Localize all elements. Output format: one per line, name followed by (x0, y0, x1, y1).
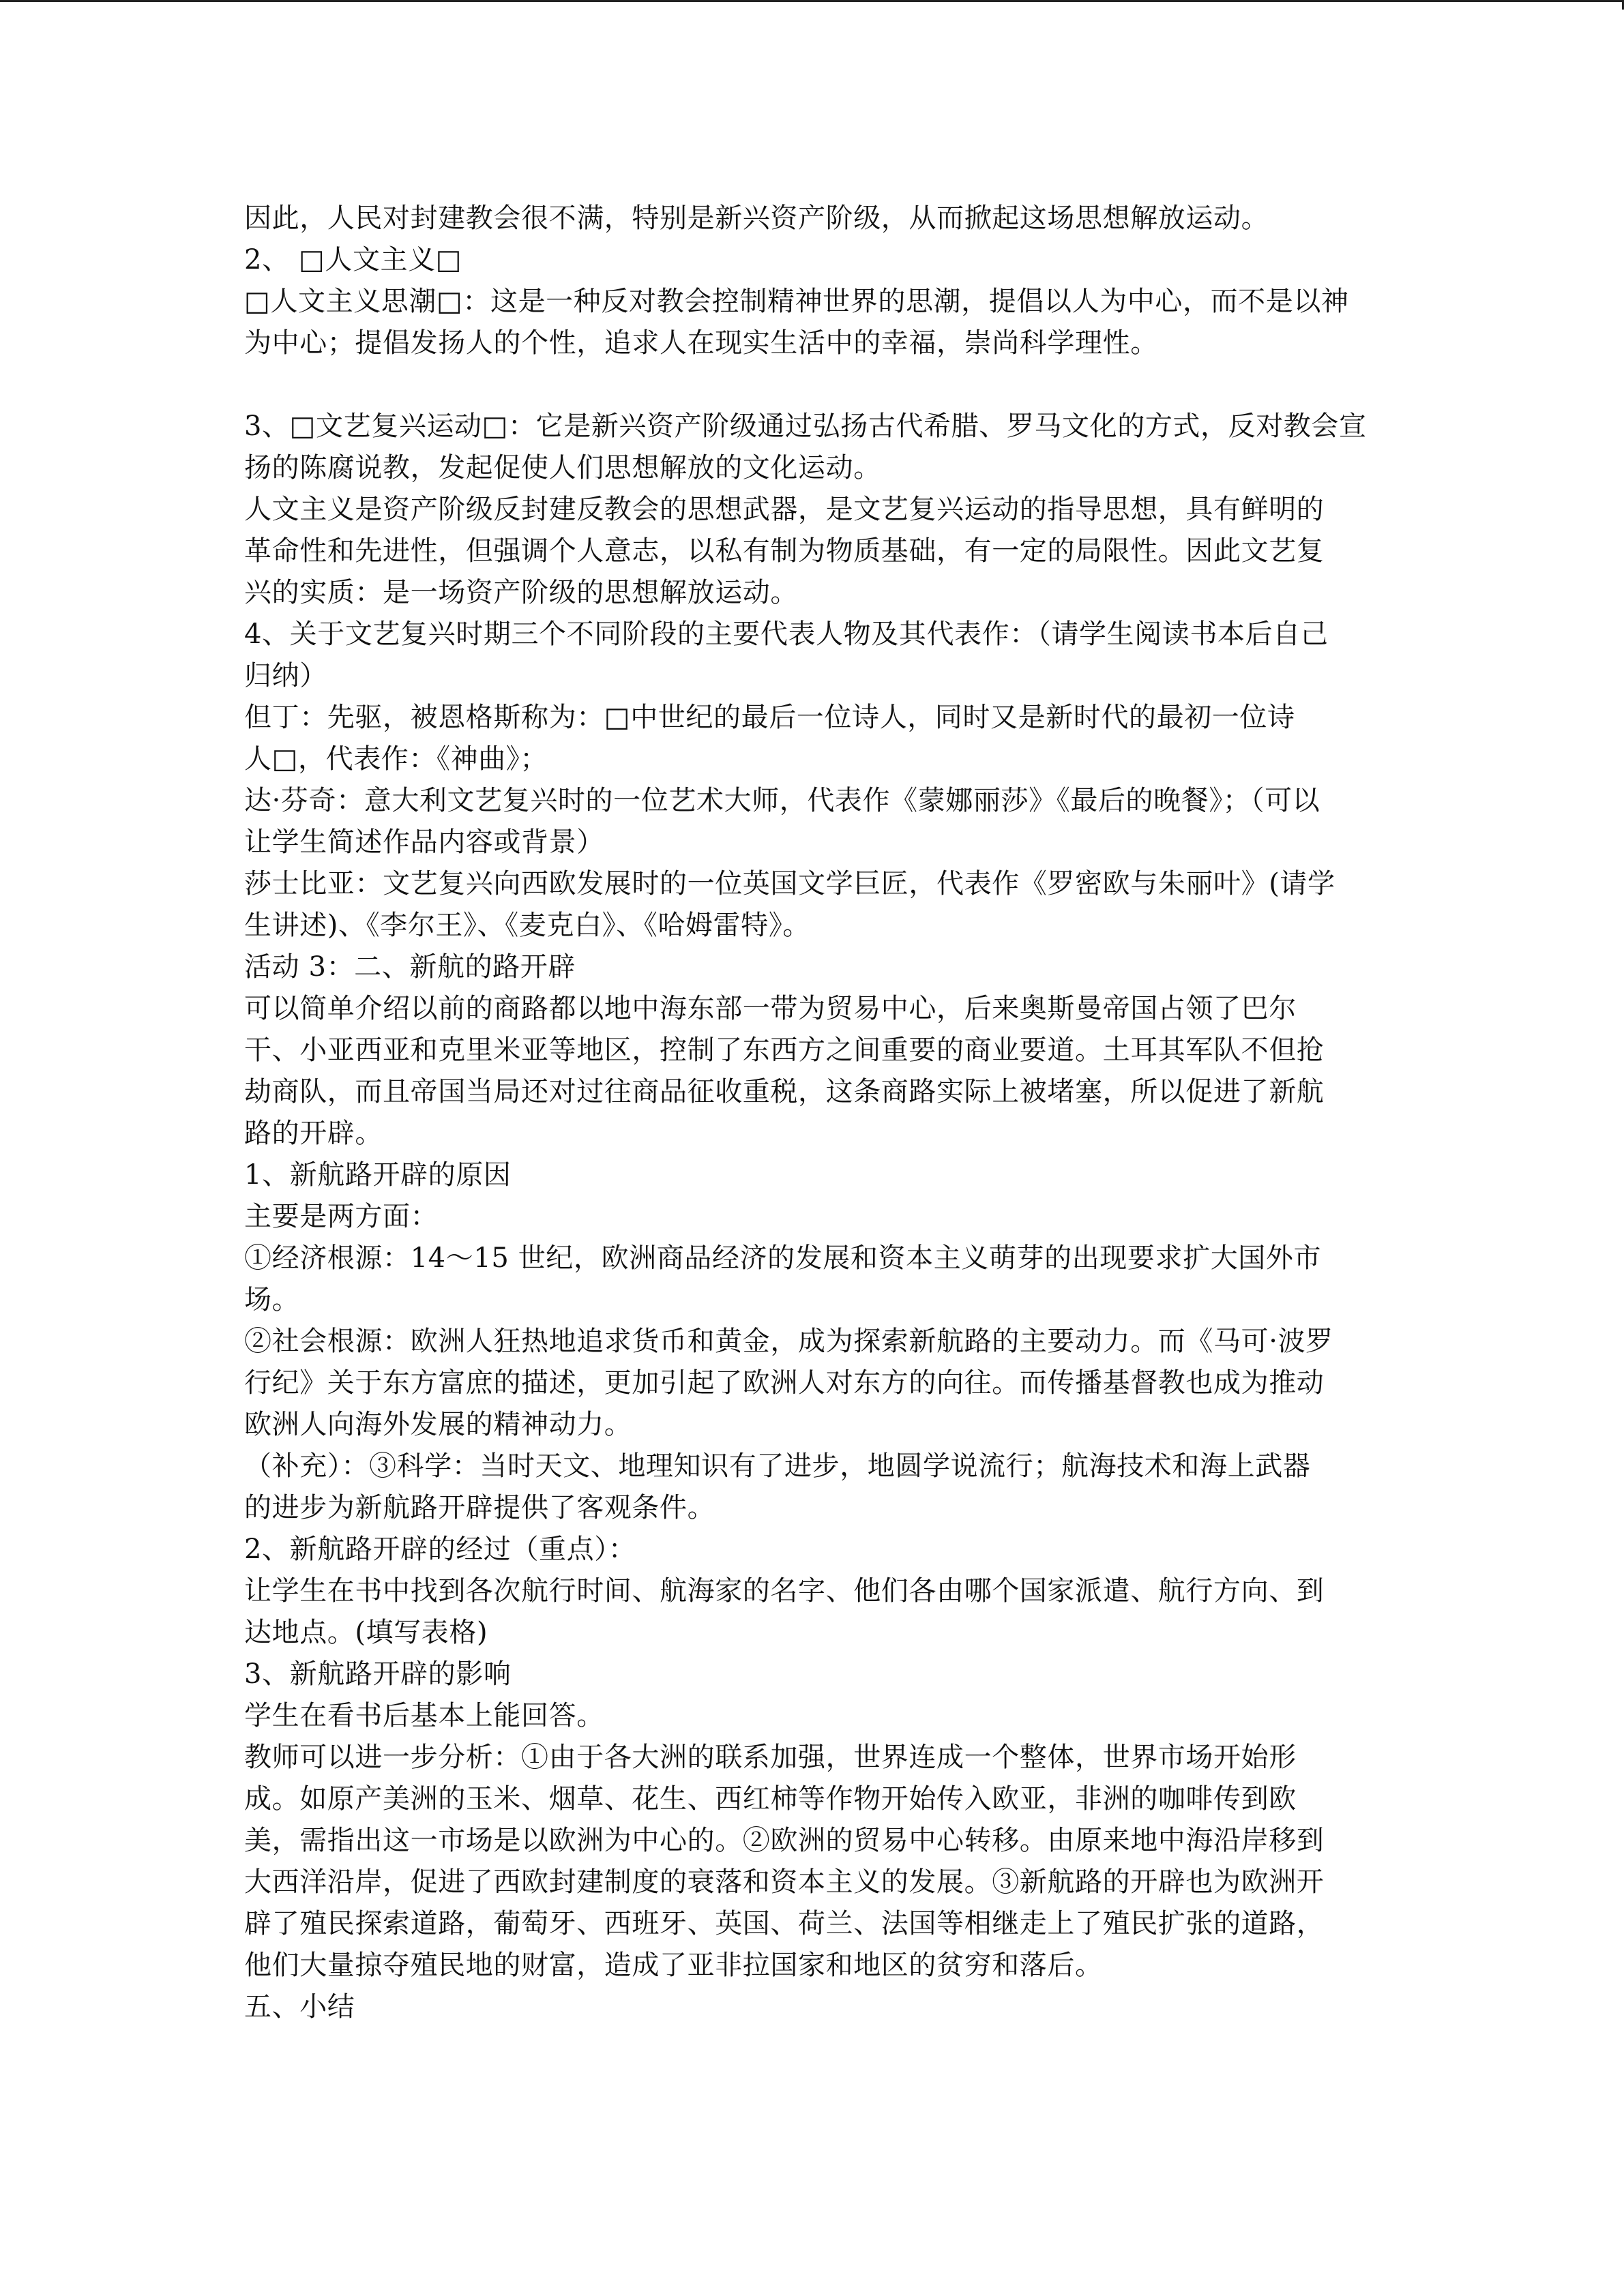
text-line: 革命性和先进性，但强调个人意志，以私有制为物质基础，有一定的局限性。因此文艺复 (244, 535, 1325, 567)
page-top-border (0, 0, 1624, 2)
text-line: 的进步为新航路开辟提供了客观条件。 (244, 1492, 715, 1523)
text-line: 干、小亚西亚和克里米亚等地区，控制了东西方之间重要的商业要道。土耳其军队不但抢 (244, 1034, 1325, 1066)
text-line: ②社会根源：欧洲人狂热地追求货币和黄金，成为探索新航路的主要动力。而《马可·波罗 (244, 1326, 1333, 1357)
text-line: 达·芬奇：意大利文艺复兴时的一位艺术大师，代表作《蒙娜丽莎》《最后的晚餐》；（可以 (244, 785, 1320, 816)
text-line: 人文主义是资产阶级反封建反教会的思想武器，是文艺复兴运动的指导思想，具有鲜明的 (244, 494, 1325, 525)
text-line: 可以简单介绍以前的商路都以地中海东部一带为贸易中心，后来奥斯曼帝国占领了巴尔 (244, 993, 1297, 1024)
text-line: 他们大量掠夺殖民地的财富，造成了亚非拉国家和地区的贫穷和落后。 (244, 1950, 1103, 1981)
text-line: □人文主义思潮□：这是一种反对教会控制精神世界的思潮，提倡以人为中心，而不是以神 (244, 286, 1349, 317)
text-line: 欧洲人向海外发展的精神动力。 (244, 1409, 632, 1440)
text-line: 场。 (244, 1284, 300, 1315)
text-line: 让学生简述作品内容或背景） (244, 826, 604, 858)
text-line: 辟了殖民探索道路，葡萄牙、西班牙、英国、荷兰、法国等相继走上了殖民扩张的道路， (244, 1908, 1325, 1939)
text-line: 扬的陈腐说教，发起促使人们思想解放的文化运动。 (244, 452, 881, 483)
text-line: 莎士比亚：文艺复兴向西欧发展时的一位英国文学巨匠，代表作《罗密欧与朱丽叶》(请学 (244, 868, 1335, 899)
text-line: 3、□文艺复兴运动□：它是新兴资产阶级通过弘扬古代希腊、罗马文化的方式，反对教会宣 (244, 411, 1367, 442)
text-line: 劫商队，而且帝国当局还对过往商品征收重税，这条商路实际上被堵塞，所以促进了新航 (244, 1076, 1325, 1107)
text-line: 大西洋沿岸，促进了西欧封建制度的衰落和资本主义的发展。③新航路的开辟也为欧洲开 (244, 1866, 1325, 1898)
section-heading: 2、新航路开辟的经过（重点）： (244, 1534, 636, 1565)
text-line: 归纳） (244, 660, 327, 691)
text-line: 因此，人民对封建教会很不满，特别是新兴资产阶级，从而掀起这场思想解放运动。 (244, 203, 1269, 234)
text-line: ①经济根源：14～15 世纪，欧洲商品经济的发展和资本主义萌芽的出现要求扩大国外市 (244, 1242, 1322, 1274)
text-line: 达地点。(填写表格) (244, 1617, 488, 1648)
text-line: 让学生在书中找到各次航行时间、航海家的名字、他们各由哪个国家派遣、航行方向、到 (244, 1575, 1325, 1607)
text-line: 行纪》关于东方富庶的描述，更加引起了欧洲人对东方的向往。而传播基督教也成为推动 (244, 1367, 1325, 1399)
section-heading: 4、关于文艺复兴时期三个不同阶段的主要代表人物及其代表作：（请学生阅读书本后自己 (244, 618, 1329, 650)
text-line: 美，需指出这一市场是以欧洲为中心的。②欧洲的贸易中心转移。由原来地中海沿岸移到 (244, 1825, 1325, 1856)
text-line: 学生在看书后基本上能回答。 (244, 1700, 604, 1731)
document-page (244, 198, 1378, 2028)
section-heading: 2、 □人文主义□ (244, 244, 462, 275)
blank-line (244, 364, 1378, 406)
section-heading: 3、新航路开辟的影响 (244, 1658, 512, 1690)
text-line: 但丁：先驱，被恩格斯称为：□中世纪的最后一位诗人，同时又是新时代的最初一位诗 (244, 702, 1295, 733)
text-line: 兴的实质：是一场资产阶级的思想解放运动。 (244, 577, 798, 608)
text-line: 教师可以进一步分析：①由于各大洲的联系加强，世界连成一个整体，世界市场开始形 (244, 1742, 1297, 1773)
text-line: 为中心；提倡发扬人的个性，追求人在现实生活中的幸福，崇尚科学理性。 (244, 327, 1158, 359)
section-heading: 五、小结 (244, 1991, 355, 2023)
text-line: 成。如原产美洲的玉米、烟草、花生、西红柿等作物开始传入欧亚，非洲的咖啡传到欧 (244, 1783, 1297, 1815)
text-line: 路的开辟。 (244, 1118, 383, 1149)
text-line: 生讲述)、《李尔王》、《麦克白》、《哈姆雷特》。 (244, 910, 811, 941)
text-line: 人□，代表作：《神曲》； (244, 743, 548, 775)
section-heading: 活动 3：二、新航的路开辟 (244, 951, 576, 983)
section-heading: 1、新航路开辟的原因 (244, 1159, 512, 1191)
text-line: （补充）：③科学：当时天文、地理知识有了进步，地圆学说流行；航海技术和海上武器 (244, 1450, 1311, 1482)
text-line: 主要是两方面： (244, 1201, 439, 1232)
